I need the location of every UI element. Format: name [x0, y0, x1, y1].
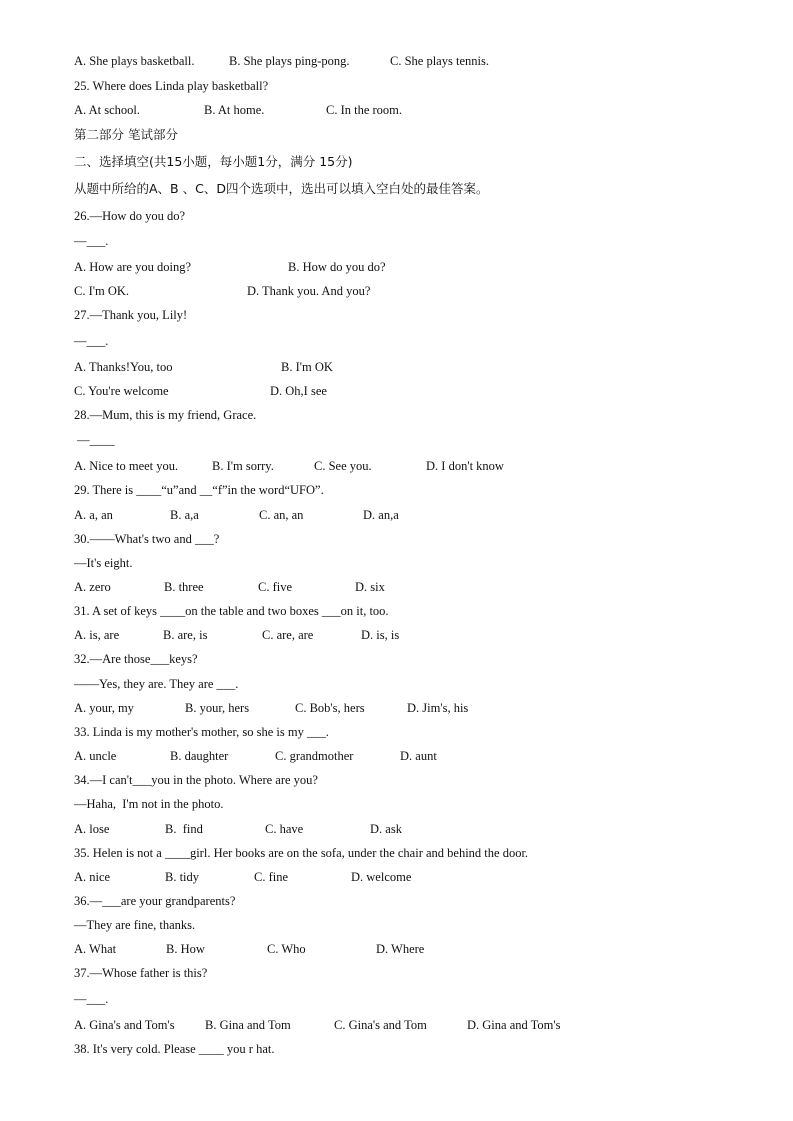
q37-answer-line: —___.: [74, 992, 109, 1006]
q27-option-a: A. Thanks!You, too: [74, 360, 173, 374]
q30-stem: 30.——What's two and ___?: [74, 532, 220, 546]
q28-option-c: C. See you.: [314, 459, 372, 473]
q36-option-d: D. Where: [376, 942, 425, 956]
q27-option-c: C. You're welcome: [74, 384, 169, 398]
q28-option-a: A. Nice to meet you.: [74, 459, 179, 473]
q28-answer-line: —____: [74, 433, 115, 447]
q27-option-d: D. Oh,I see: [270, 384, 327, 398]
q26-option-b: B. How do you do?: [288, 260, 386, 274]
q35-stem: 35. Helen is not a ____girl. Her books are on the sofa, under the chair and behind the door.: [74, 846, 529, 860]
q31-option-b: B. are, is: [163, 628, 208, 642]
q34-option-c: C. have: [265, 822, 304, 836]
q34-option-b: B. find: [165, 822, 203, 836]
q35-option-c: C. fine: [254, 870, 289, 884]
q36-option-b: B. How: [166, 942, 205, 956]
q26-stem: 26.—How do you do?: [74, 209, 186, 223]
q30-option-c: C. five: [258, 580, 293, 594]
q28-option-b: B. I'm sorry.: [212, 459, 274, 473]
section2-instruction: 从题中所给的A、B 、C、D四个选项中，选出可以填入空白处的最佳答案。: [74, 181, 489, 196]
q32-option-d: D. Jim's, his: [407, 701, 469, 715]
q37-option-a: A. Gina's and Tom's: [74, 1018, 175, 1032]
q29-option-c: C. an, an: [259, 508, 304, 522]
q36-stem: 36.—___are your grandparents?: [74, 894, 236, 908]
q31-option-a: A. is, are: [74, 628, 120, 642]
q32-option-a: A. your, my: [74, 701, 134, 715]
q32-stem: 32.—Are those___keys?: [74, 652, 198, 666]
q37-stem: 37.—Whose father is this?: [74, 966, 208, 980]
q26-option-a: A. How are you doing?: [74, 260, 191, 274]
q25-option-c: C. In the room.: [326, 103, 403, 117]
q29-stem: 29. There is ____“u”and __“f”in the word“UFO”.: [74, 483, 324, 497]
q33-option-b: B. daughter: [170, 749, 229, 763]
q28-option-d: D. I don't know: [426, 459, 504, 473]
q37-option-d: D. Gina and Tom's: [467, 1018, 561, 1032]
q33-option-d: D. aunt: [400, 749, 437, 763]
q31-option-c: C. are, are: [262, 628, 314, 642]
q24-option-a: A. She plays basketball.: [74, 54, 195, 68]
q25-stem: 25. Where does Linda play basketball?: [74, 79, 269, 93]
q35-option-a: A. nice: [74, 870, 111, 884]
q33-option-a: A. uncle: [74, 749, 117, 763]
q30-option-a: A. zero: [74, 580, 111, 594]
q33-stem: 33. Linda is my mother's mother, so she is my ___.: [74, 725, 329, 739]
q36-answer-line: —They are fine, thanks.: [74, 918, 196, 932]
q32-option-b: B. your, hers: [185, 701, 250, 715]
q34-answer-line: —Haha, I'm not in the photo.: [74, 797, 224, 811]
q33-option-c: C. grandmother: [275, 749, 354, 763]
q25-option-b: B. At home.: [204, 103, 265, 117]
q36-option-c: C. Who: [267, 942, 306, 956]
part2-title: 第二部分 笔试部分: [74, 127, 178, 142]
q27-answer-line: —___.: [74, 334, 109, 348]
q37-option-c: C. Gina's and Tom: [334, 1018, 427, 1032]
q35-option-d: D. welcome: [351, 870, 412, 884]
q32-answer-line: ——Yes, they are. They are ___.: [74, 677, 239, 691]
q26-answer-line: —___.: [74, 234, 109, 248]
q29-option-d: D. an,a: [363, 508, 399, 522]
section2-title: 二、选择填空(共15小题，每小题1分，满分 15分): [74, 154, 353, 169]
q27-stem: 27.—Thank you, Lily!: [74, 308, 188, 322]
q28-stem: 28.—Mum, this is my friend, Grace.: [74, 408, 257, 422]
q24-option-b: B. She plays ping-pong.: [229, 54, 350, 68]
q29-option-a: A. a, an: [74, 508, 113, 522]
q26-option-d: D. Thank you. And you?: [247, 284, 371, 298]
q34-option-d: D. ask: [370, 822, 402, 836]
q25-option-a: A. At school.: [74, 103, 140, 117]
q31-option-d: D. is, is: [361, 628, 400, 642]
q24-option-c: C. She plays tennis.: [390, 54, 489, 68]
q26-option-c: C. I'm OK.: [74, 284, 130, 298]
q34-stem: 34.—I can't___you in the photo. Where are you?: [74, 773, 318, 787]
q36-option-a: A. What: [74, 942, 117, 956]
q27-option-b: B. I'm OK: [281, 360, 333, 374]
q30-option-b: B. three: [164, 580, 204, 594]
q30-answer-line: —It's eight.: [74, 556, 133, 570]
q38-stem: 38. It's very cold. Please ____ you r hat.: [74, 1042, 275, 1056]
q34-option-a: A. lose: [74, 822, 110, 836]
q35-option-b: B. tidy: [165, 870, 200, 884]
q37-option-b: B. Gina and Tom: [205, 1018, 291, 1032]
q30-option-d: D. six: [355, 580, 385, 594]
q31-stem: 31. A set of keys ____on the table and two boxes ___on it, too.: [74, 604, 389, 618]
q32-option-c: C. Bob's, hers: [295, 701, 365, 715]
q29-option-b: B. a,a: [170, 508, 199, 522]
